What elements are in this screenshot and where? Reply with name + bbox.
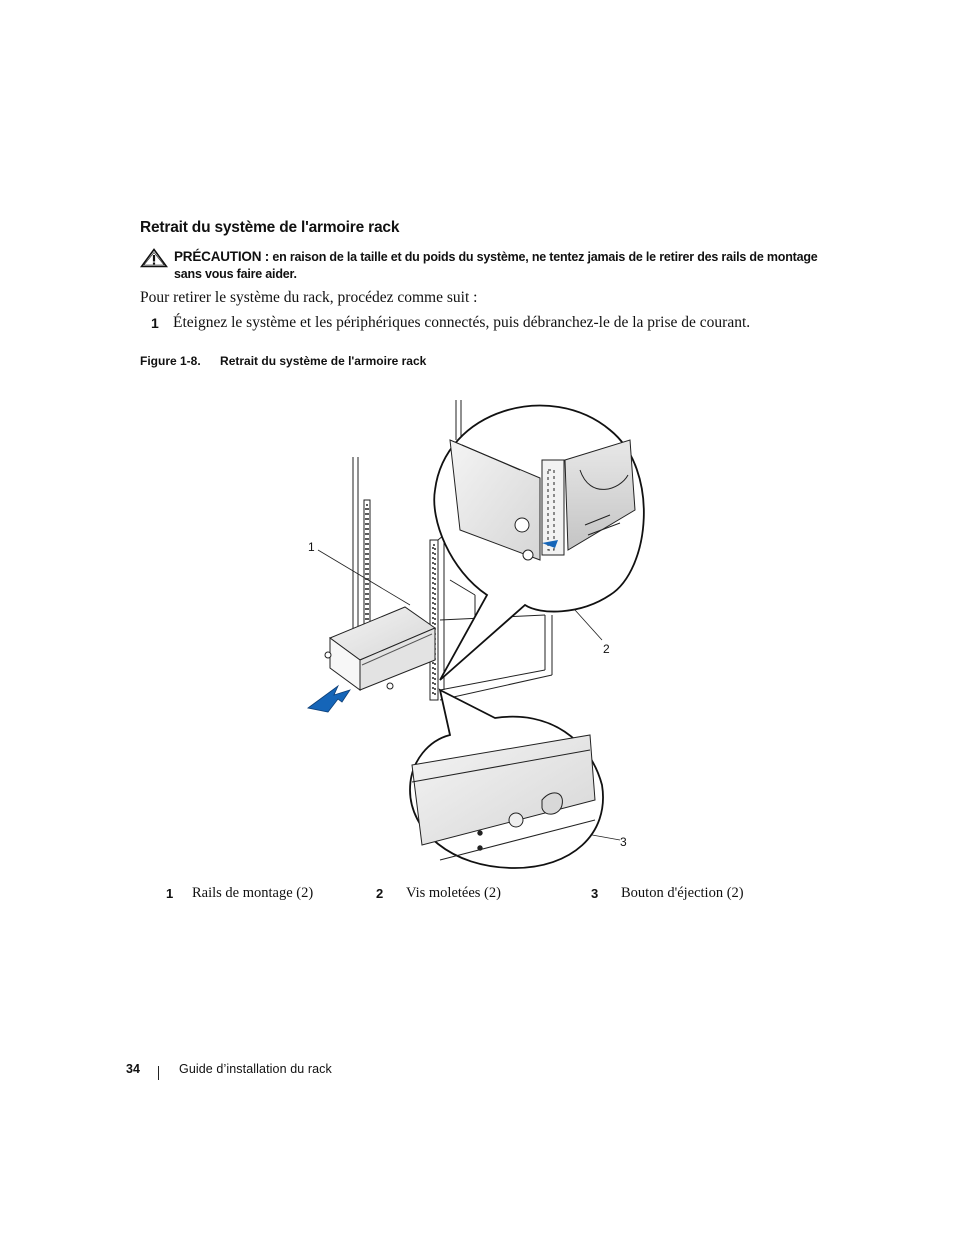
legend-number: 2	[376, 886, 384, 901]
pull-direction-arrow	[308, 686, 350, 712]
intro-text: Pour retirer le système du rack, procédez comme suit :	[140, 289, 478, 306]
rack-removal-illustration	[290, 390, 660, 870]
figure-title: Retrait du système de l'armoire rack	[220, 354, 427, 368]
step-text: Éteignez le système et les périphériques connectés, puis débranchez-le de la prise de courant.	[173, 314, 751, 331]
zoom-bubble-top	[434, 406, 644, 680]
legend-label: Vis moletées (2)	[406, 885, 501, 901]
warning-triangle-icon	[140, 248, 168, 268]
callout-3: 3	[620, 835, 627, 849]
footer-separator	[158, 1066, 159, 1080]
legend-number: 1	[166, 886, 174, 901]
legend-label: Rails de montage (2)	[192, 885, 314, 901]
figure-number: Figure 1-8.	[140, 354, 201, 368]
callout-2: 2	[603, 642, 610, 656]
section-title: Retrait du système de l'armoire rack	[140, 219, 400, 236]
page-number: 34	[126, 1062, 140, 1076]
legend-number: 3	[591, 886, 599, 901]
step-number: 1	[151, 315, 159, 331]
zoom-bubble-bottom	[410, 690, 603, 868]
rack-illustration-svg	[290, 390, 660, 870]
caution-text: en raison de la taille et du poids du système, ne tentez jamais de le retirer des rails de montage sans vous faire aider.	[174, 250, 818, 281]
legend-label: Bouton d'éjection (2)	[621, 885, 744, 901]
server-chassis	[325, 607, 435, 690]
callout-1: 1	[308, 540, 315, 554]
caution-label: PRÉCAUTION :	[174, 249, 270, 264]
footer-title: Guide d’installation du rack	[179, 1062, 332, 1076]
figure-caption	[140, 354, 426, 368]
